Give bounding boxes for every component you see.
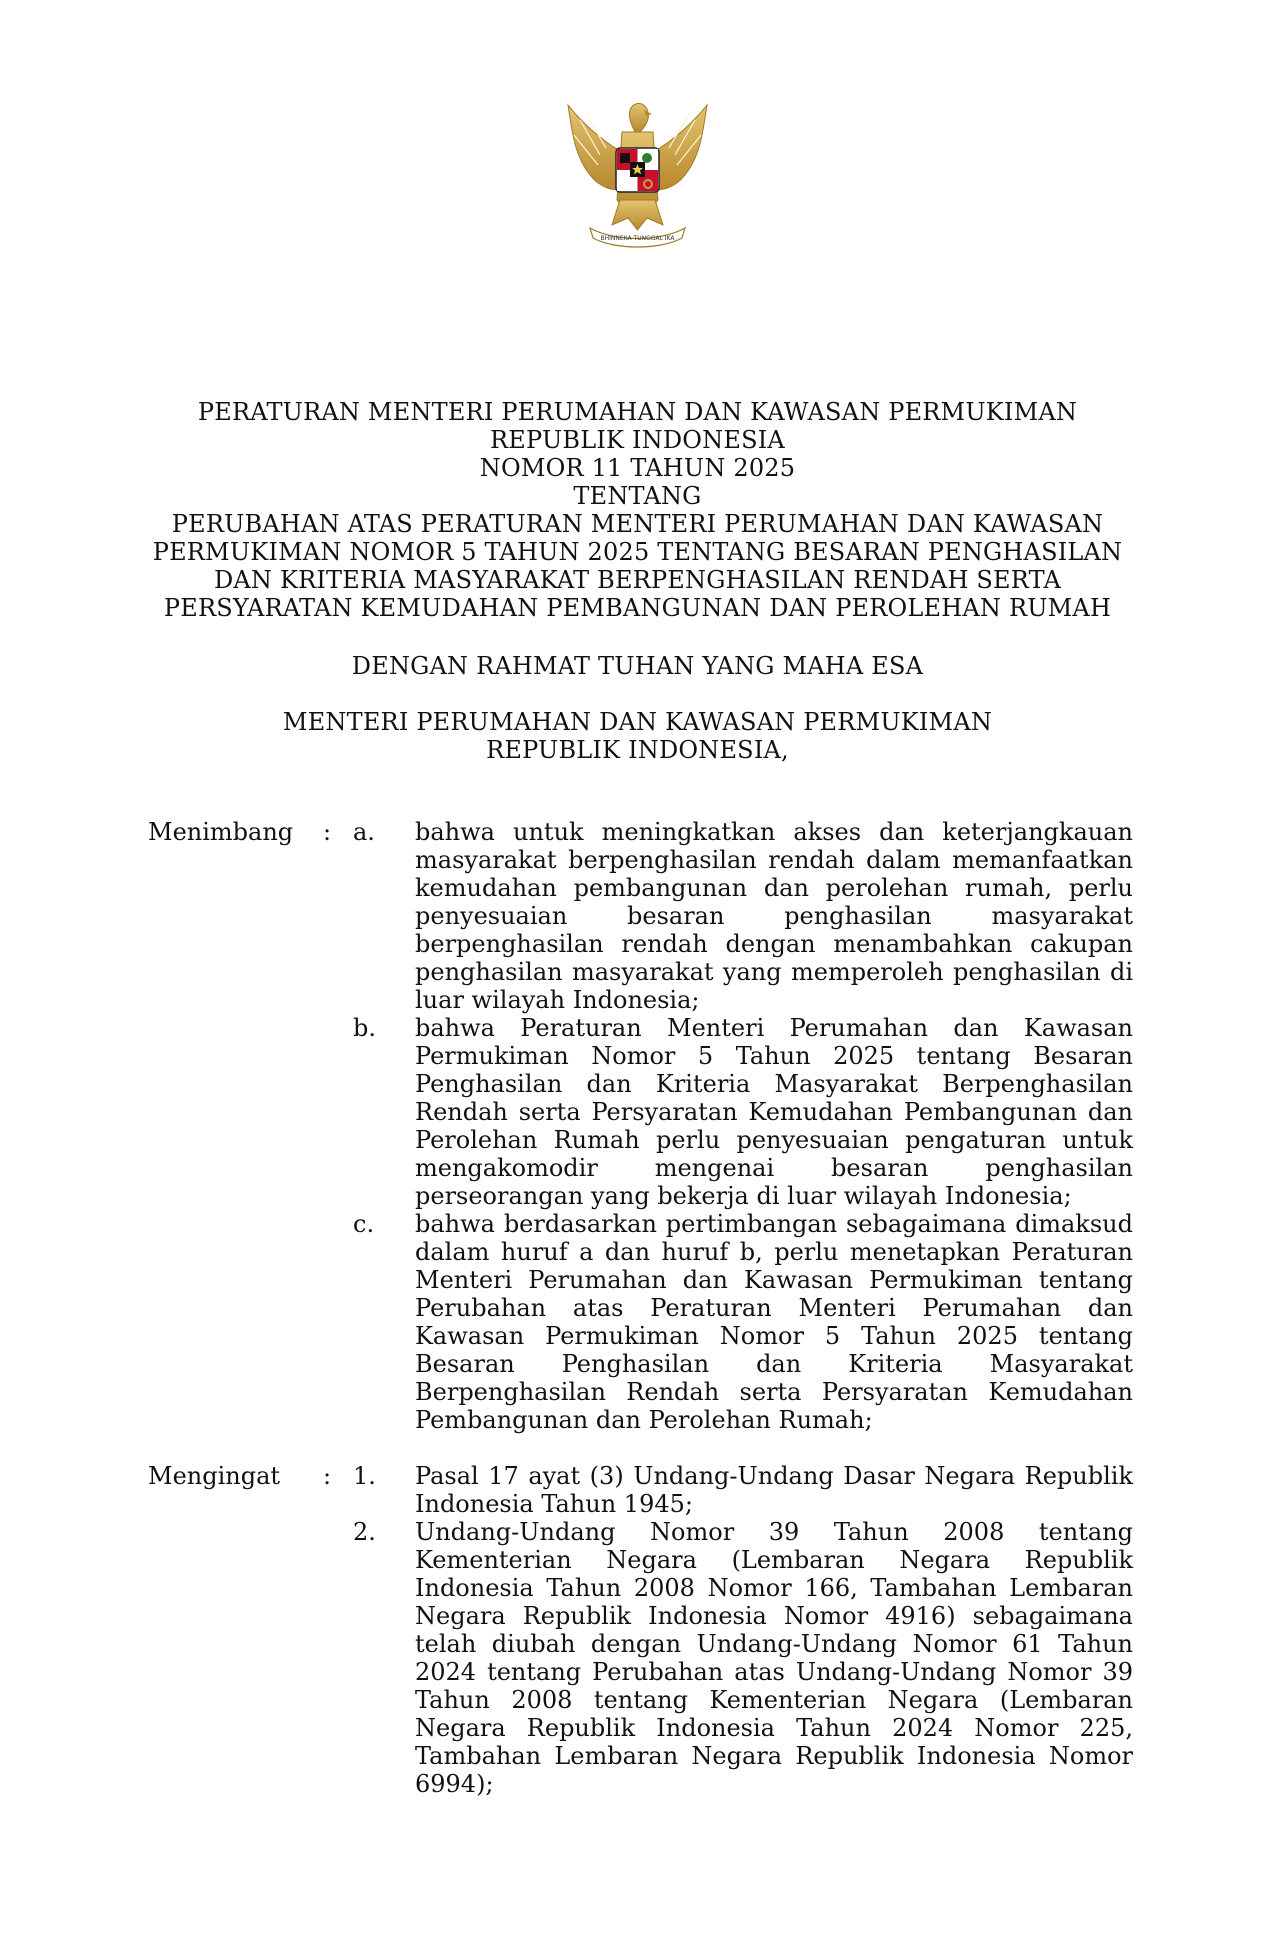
menimbang-label: Menimbang xyxy=(148,818,294,846)
rahmat-heading xyxy=(0,652,1275,680)
item-text: Pasal 17 ayat (3) Undang-Undang Dasar Negara Republik Indonesia Tahun 1945; xyxy=(415,1462,1133,1518)
title-line: DAN KRITERIA MASYARAKAT BERPENGHASILAN RENDAH SERTA xyxy=(213,566,1062,594)
title-line: PERSYARATAN KEMUDAHAN PEMBANGUNAN DAN PEROLEHAN RUMAH xyxy=(163,594,1112,622)
item-marker: 2. xyxy=(353,1518,376,1546)
item-marker: b. xyxy=(353,1014,376,1042)
list-item xyxy=(148,1210,1133,1434)
mengingat-section xyxy=(148,1462,1133,1798)
item-marker: c. xyxy=(353,1210,375,1238)
title-line: PERUBAHAN ATAS PERATURAN MENTERI PERUMAHAN DAN KAWASAN xyxy=(171,510,1104,538)
list-item xyxy=(148,818,1133,1014)
title-line: REPUBLIK INDONESIA xyxy=(490,426,785,454)
list-item xyxy=(148,1462,1133,1518)
list-item xyxy=(148,1014,1133,1210)
item-marker: 1. xyxy=(353,1462,376,1490)
section-colon: : xyxy=(323,1462,332,1490)
regulation-title xyxy=(0,398,1275,622)
item-text: bahwa untuk meningkatkan akses dan keterjangkauan masyarakat berpenghasilan rendah dalam memanfaatkan kemudahan pembangunan dan perolehan rumah, perlu penyesuaian besaran penghasilan masyarakat berpenghasilan rendah dengan menambahkan cakupan penghasilan masyarakat yang memperoleh penghasilan di luar wilayah Indonesia; xyxy=(415,818,1133,1014)
title-line: PERATURAN MENTERI PERUMAHAN DAN KAWASAN PERMUKIMAN xyxy=(197,398,1078,426)
item-marker: a. xyxy=(353,818,375,846)
garuda-pancasila-emblem-icon xyxy=(560,100,715,250)
menteri-line: REPUBLIK INDONESIA, xyxy=(486,736,789,764)
item-text: bahwa Peraturan Menteri Perumahan dan Kawasan Permukiman Nomor 5 Tahun 2025 tentang Besaran Penghasilan dan Kriteria Masyarakat Berpenghasilan Rendah serta Persyaratan Kemudahan Pembangunan dan Perolehan Rumah perlu penyesuaian pengaturan untuk mengakomodir mengenai besaran penghasilan perseorangan yang bekerja di luar wilayah Indonesia; xyxy=(415,1014,1133,1210)
mengingat-label: Mengingat xyxy=(148,1462,281,1490)
menimbang-section xyxy=(148,818,1133,1434)
item-text: Undang-Undang Nomor 39 Tahun 2008 tentang Kementerian Negara (Lembaran Negara Republik Indonesia Tahun 2008 Nomor 166, Tambahan Lembaran Negara Republik Indonesia Nomor 4916) sebagaimana telah diubah dengan Undang-Undang Nomor 61 Tahun 2024 tentang Perubahan atas Undang-Undang Nomor 39 Tahun 2008 tentang Kementerian Negara (Lembaran Negara Republik Indonesia Tahun 2024 Nomor 225, Tambahan Lembaran Negara Republik Indonesia Nomor 6994); xyxy=(415,1518,1133,1798)
item-text: bahwa berdasarkan pertimbangan sebagaimana dimaksud dalam huruf a dan huruf b, perlu menetapkan Peraturan Menteri Perumahan dan Kawasan Permukiman tentang Perubahan atas Peraturan Menteri Perumahan dan Kawasan Permukiman Nomor 5 Tahun 2025 tentang Besaran Penghasilan dan Kriteria Masyarakat Berpenghasilan Rendah serta Persyaratan Kemudahan Pembangunan dan Perolehan Rumah; xyxy=(415,1210,1133,1434)
section-colon: : xyxy=(323,818,332,846)
menteri-heading xyxy=(0,708,1275,764)
title-line: TENTANG xyxy=(573,482,702,510)
title-line: NOMOR 11 TAHUN 2025 xyxy=(479,454,796,482)
emblem-motto: BHINNEKA TUNGGAL IKA xyxy=(600,235,675,242)
title-line: PERMUKIMAN NOMOR 5 TAHUN 2025 TENTANG BESARAN PENGHASILAN xyxy=(152,538,1123,566)
list-item xyxy=(148,1518,1133,1798)
menteri-line: MENTERI PERUMAHAN DAN KAWASAN PERMUKIMAN xyxy=(282,708,993,736)
rahmat-line: DENGAN RAHMAT TUHAN YANG MAHA ESA xyxy=(351,652,924,680)
